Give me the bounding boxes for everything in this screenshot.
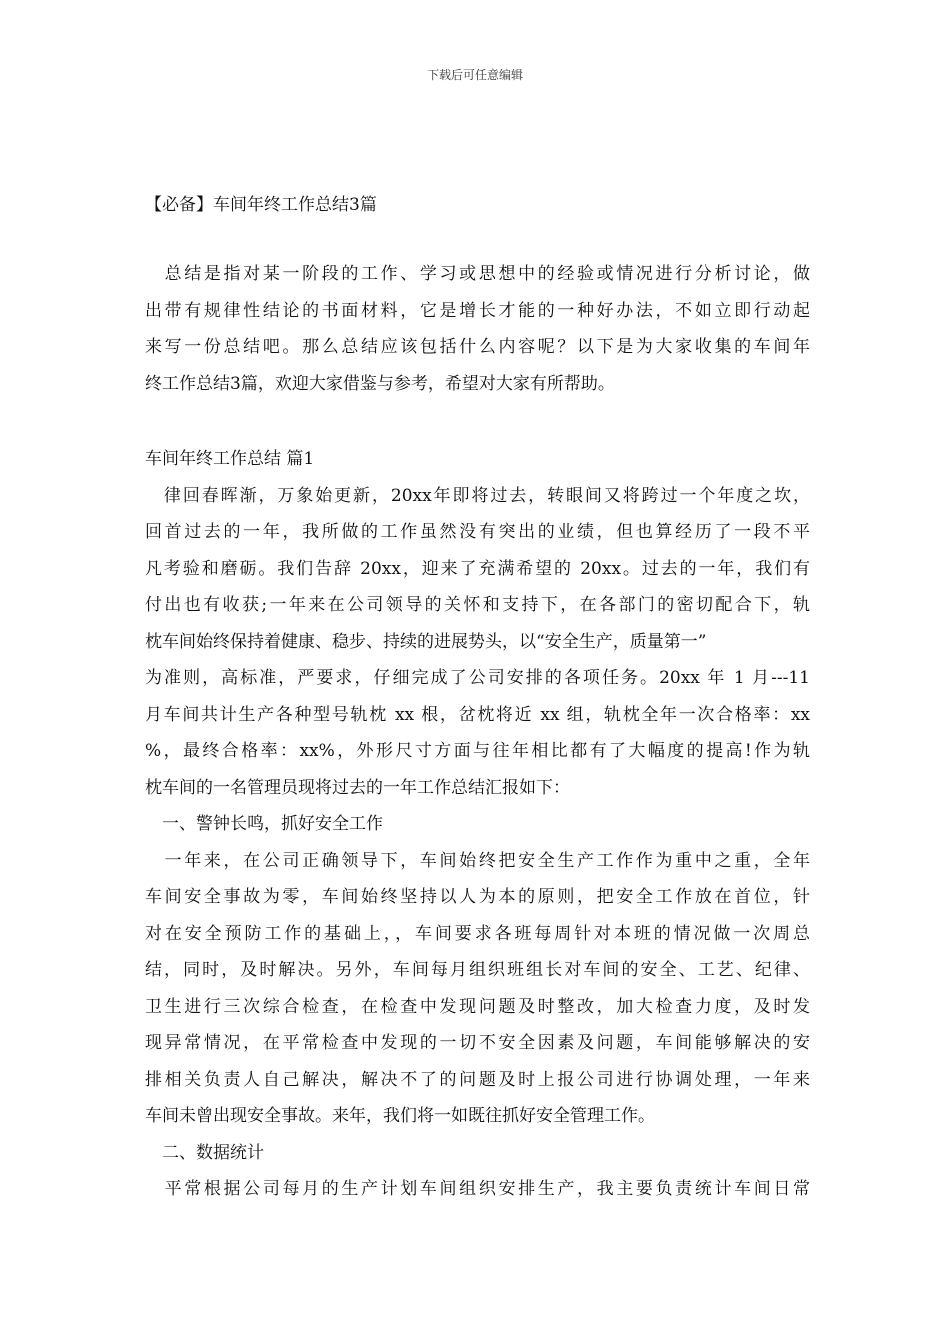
body-line: 回首过去的一年，我所做的工作虽然没有突出的业绩，但也算经历了一段不平	[145, 522, 810, 542]
intro-line: 出带有规律性结论的书面材料，它是增长才能的一种好办法，不如立即行动起	[145, 300, 810, 321]
intro-paragraph	[145, 256, 810, 402]
body-line: 一年来，在公司正确领导下，车间始终把安全生产工作作为重中之重，全年	[145, 850, 810, 871]
document-title: 【必备】车间年终工作总结3篇	[145, 195, 377, 215]
header-note: 下载后可任意编辑	[426, 68, 523, 82]
intro-line: 终工作总结3篇，欢迎大家借鉴与参考，希望对大家有所帮助。	[145, 373, 615, 394]
body-line: 月车间共计生产各种型号轨枕 xx 根，岔枕将近 xx 组，轨枕全年一次合格率：xx	[145, 704, 810, 725]
body-line: 排相关负责人自己解决，解决不了的问题及时上报公司进行协调处理，一年来	[145, 1069, 810, 1090]
body-line: 付出也有收获;一年来在公司领导的关怀和支持下，在各部门的密切配合下，轨	[145, 595, 810, 615]
main-body	[145, 441, 810, 1208]
body-line: 现异常情况，在平常检查中发现的一切不安全因素及问题，车间能够解决的安	[145, 1033, 810, 1053]
body-line: %，最终合格率：xx%，外形尺寸方面与往年相比都有了大幅度的提高!作为轨	[145, 741, 810, 761]
body-line: 平常根据公司每月的生产计划车间组织安排生产，我主要负责统计车间日常	[145, 1179, 810, 1199]
body-line: 车间未曾出现安全事故。来年，我们将一如既往抓好安全管理工作。	[145, 1106, 655, 1126]
body-line: 为准则，高标准，严要求，仔细完成了公司安排的各项任务。20xx 年 1 月---11	[145, 668, 810, 688]
subsection-heading: 一、警钟长鸣，抓好安全工作	[145, 814, 383, 834]
section-heading: 车间年终工作总结 篇1	[145, 449, 315, 469]
body-line: 枕车间始终保持着健康、稳步、持续的进展势头，以“安全生产，质量第一”	[145, 631, 707, 652]
body-line: 对在安全预防工作的基础上，，车间要求各班每周针对本班的情况做一次周总	[145, 923, 810, 944]
body-line: 卫生进行三次综合检查，在检查中发现问题及时整改，加大检查力度，及时发	[145, 996, 810, 1017]
body-line: 律回春晖渐，万象始更新，20xx年即将过去，转眼间又将跨过一个年度之坎，	[145, 485, 810, 506]
body-line: 结，同时，及时解决。另外，车间每月组织班组长对车间的安全、工艺、纪律、	[145, 960, 810, 980]
intro-line: 来写一份总结吧。那么总结应该包括什么内容呢？以下是为大家收集的车间年	[145, 337, 810, 357]
body-line: 枕车间的一名管理员现将过去的一年工作总结汇报如下：	[145, 777, 570, 798]
body-line: 车间安全事故为零，车间始终坚持以人为本的原则，把安全工作放在首位，针	[145, 887, 810, 907]
body-line: 凡考验和磨砺。我们告辞 20xx，迎来了充满希望的 20xx。过去的一年，我们有	[145, 558, 810, 579]
intro-line: 总结是指对某一阶段的工作、学习或思想中的经验或情况进行分析讨论，做	[145, 264, 810, 284]
subsection-heading: 二、数据统计	[145, 1142, 264, 1163]
